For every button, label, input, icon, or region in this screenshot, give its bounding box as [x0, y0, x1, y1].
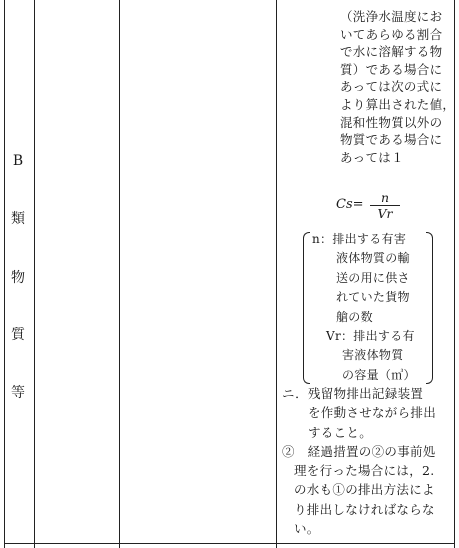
text-line: 物質である場合に — [340, 132, 443, 148]
variable-definitions — [312, 230, 434, 385]
column-divider-1 — [34, 0, 35, 548]
text-line: 質）である場合に — [340, 61, 443, 77]
formula-denominator: Vr — [377, 206, 393, 221]
column-divider-3 — [276, 0, 277, 548]
left-bracket — [303, 232, 310, 384]
table-bottom-rule — [4, 543, 455, 544]
formula-lhs: Cs= — [336, 197, 364, 212]
category-label-butsu: 物 — [11, 270, 25, 286]
definition-line: 液体物質の輸 — [336, 251, 410, 266]
text-line: り排出しなければならな — [294, 501, 435, 517]
formula-numerator: n — [380, 190, 390, 205]
text-line: ニ．残留物排出記録装置 — [282, 386, 424, 401]
discharge-paragraph — [282, 384, 454, 538]
text-line: あっては１ — [340, 149, 404, 165]
definition-line: 害液体物質 — [342, 348, 404, 363]
table-border-right — [454, 0, 455, 548]
text-line: で水に溶解する物 — [340, 44, 443, 60]
concentration-paragraph — [282, 8, 454, 166]
category-label-b: B — [12, 153, 24, 169]
text-line: い。 — [294, 521, 320, 537]
text-line: いてあらゆる割合 — [340, 26, 443, 42]
text-line: を作動させながら排出 — [308, 405, 437, 421]
category-label-tou: 等 — [11, 385, 25, 401]
text-line: （洗浄水温度にお — [340, 9, 443, 24]
text-line: すること。 — [308, 424, 373, 440]
formula-fraction — [370, 191, 400, 220]
definition-line: Vr：排出する有 — [326, 329, 415, 344]
text-line: あっては次の式に — [340, 79, 443, 95]
text-line: の水も①の排出方法によ — [294, 482, 435, 498]
definition-line: n：排出する有害 — [312, 232, 407, 246]
text-line: ② 経過措置の②の事前処 — [282, 443, 436, 459]
text-line: 混和性物質以外の — [340, 114, 443, 130]
definition-line: の容量（㎥） — [342, 367, 416, 382]
definition-line: 送の用に供さ — [336, 270, 410, 285]
definition-line: れていた貨物 — [336, 290, 410, 305]
text-line: 理を行った場合には，2. — [294, 463, 435, 479]
category-label-rui: 類 — [11, 211, 25, 227]
category-label-shitsu: 質 — [11, 327, 25, 343]
text-line: より算出された値， — [340, 96, 456, 112]
definition-line: 艙の数 — [336, 309, 373, 324]
column-divider-2 — [119, 0, 120, 548]
